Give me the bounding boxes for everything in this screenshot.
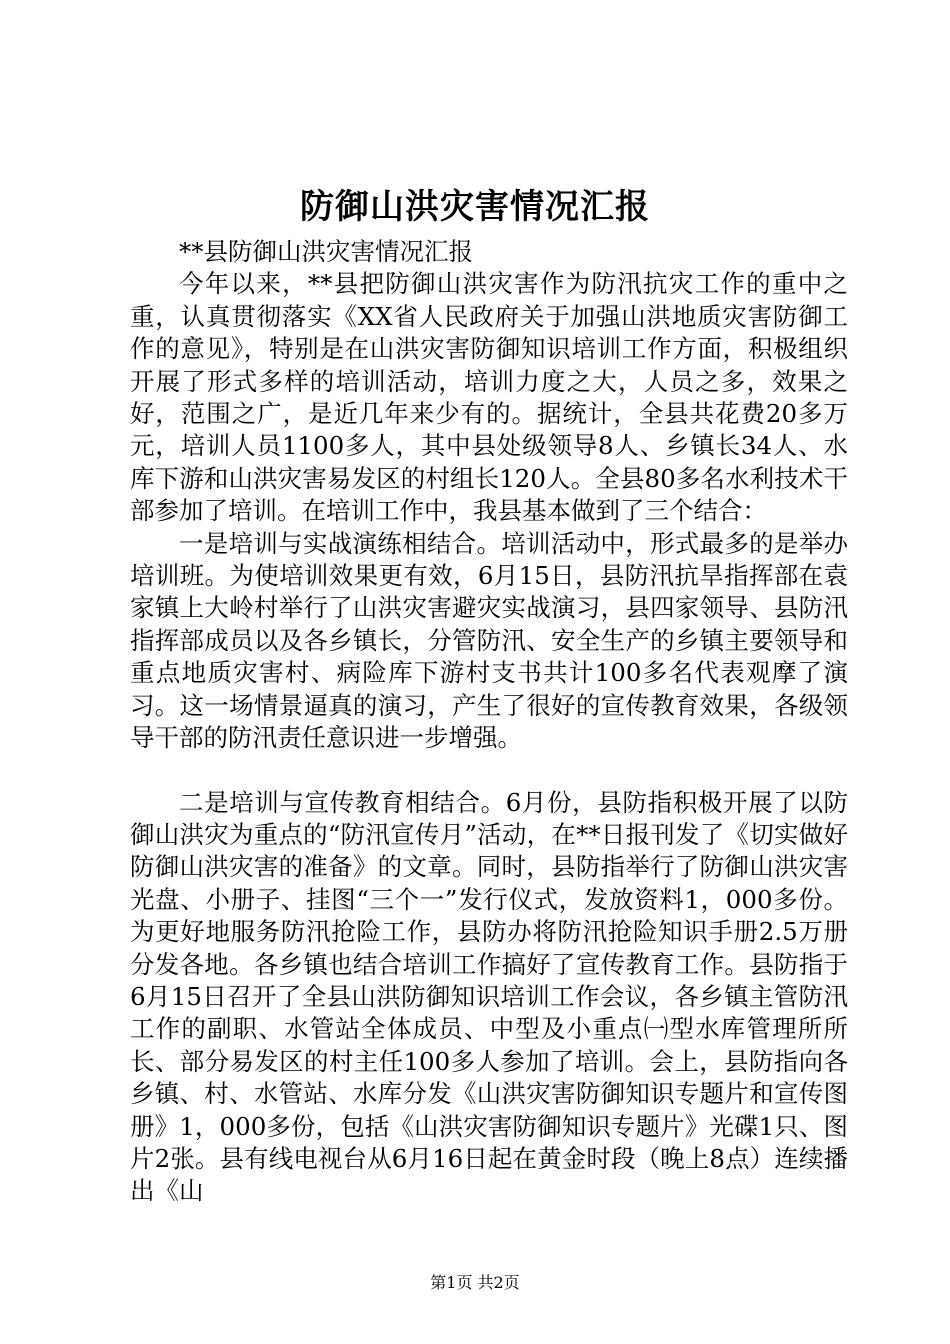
document-subtitle: **县防御山洪灾害情况汇报 — [179, 237, 473, 266]
paragraph-intro: 今年以来，**县把防御山洪灾害作为防汛抗灾工作的重中之重，认真贯彻落实《XX省人民政府关于加强山洪地质灾害防御工作的意见》，特别是在山洪灾害防御知识培训工作方面，积极组织开展了形式多样的培训活动，培训力度之大，人员之多，效果之好，范围之广，是近几年来少有的。据统计，全县共花费20多万元，培训人员1100多人，其中县处级领导8人、乡镇长34人、水库下游和山洪灾害易发区的村组长120人。全县80多名水利技术干部参加了培训。在培训工作中，我县基本做到了三个结合： — [130, 269, 848, 526]
document-body — [130, 236, 848, 1208]
paragraph-first-combination: 一是培训与实战演练相结合。培训活动中，形式最多的是举办培训班。为使培训效果更有效，6月15日，县防汛抗旱指挥部在袁家镇上大岭村举行了山洪灾害避灾实战演习，县四家领导、县防汛指挥部成员以及各乡镇长，分管防汛、安全生产的乡镇主要领导和重点地质灾害村、病险库下游村支书共计100多名代表观摩了演习。这一场情景逼真的演习，产生了很好的宣传教育效果，各级领导干部的防汛责任意识进一步增强。 — [130, 528, 848, 753]
document-title: 防御山洪灾害情况汇报 — [300, 187, 650, 227]
page-footer: 第1页 共2页 — [430, 1273, 520, 1292]
paragraph-second-combination: 二是培训与宣传教育相结合。6月份，县防指积极开展了以防御山洪灾为重点的“防汛宣传月”活动，在**日报刊发了《切实做好防御山洪灾害的准备》的文章。同时，县防指举行了防御山洪灾害光盘、小册子、挂图“三个一”发行仪式，发放资料1，000多份。为更好地服务防汛抢险工作，县防办将防汛抢险知识手册2.5万册分发各地。各乡镇也结合培训工作搞好了宣传教育工作。县防指于6月15日召开了全县山洪防御知识培训工作会议，各乡镇主管防汛工作的副职、水管站全体成员、中型及小重点㈠型水库管理所所长、部分易发区的村主任100多人参加了培训。会上，县防指向各乡镇、村、水管站、水库分发《山洪灾害防御知识专题片和宣传图册》1，000多份，包括《山洪灾害防御知识专题片》光碟1只、图片2张。县有线电视台从6月16日起在黄金时段（晚上8点）连续播出《山 — [130, 787, 848, 1206]
